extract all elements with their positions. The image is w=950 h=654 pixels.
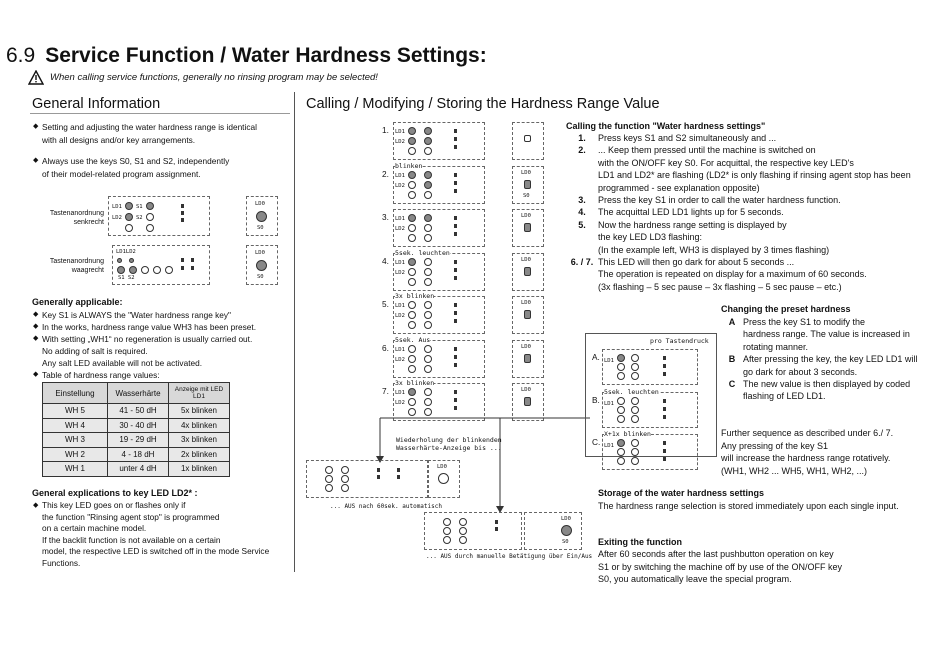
list-item: (In the example left, WH3 is displayed by 3 times flashing) — [598, 244, 830, 255]
list-item: C The new value is then displayed by coded — [728, 379, 911, 389]
step-s0-panel: LD0 S0 — [512, 166, 544, 204]
list-item: LD1 and LD2* are flashing (LD2* is only flashing if rinsing agent stop has been — [598, 170, 911, 181]
list-item: The operation is repeated on display for a maximum of 60 seconds. — [598, 269, 867, 280]
warning-text: When calling service functions, generally no rinsing program may be selected! — [50, 72, 378, 83]
table-row: WH 2 4 - 18 dH 2x blinken — [43, 447, 230, 462]
step-s0-panel: LD0 — [512, 209, 544, 247]
step-s0-panel: LD0 — [512, 340, 544, 378]
abc-panel: LD1 — [602, 349, 698, 385]
list-item: 2. ... Keep them pressed until the machine is switched on — [578, 145, 816, 156]
title-text: Service Function / Water Hardness Settings: — [45, 44, 487, 67]
list-item: flashing of LED LD1. — [743, 391, 826, 402]
list-item: B After pressing the key, the key LED LD1 will — [728, 354, 918, 365]
list-item: with the ON/OFF key S0. For acquittal, the respective key LED's — [598, 157, 854, 168]
step-panel: LD1 LD2 5sek. leuchten — [393, 253, 485, 291]
step-number: 3. — [382, 212, 389, 222]
step-number: 5. — [382, 299, 389, 309]
list-item: the key LED LD3 flashing: — [598, 232, 703, 243]
panel-horizontal: LD1LD2 S1 S2 — [112, 245, 210, 285]
storage-heading: Storage of the water hardness settings — [598, 488, 765, 498]
warning-icon — [28, 70, 44, 85]
step-s0-panel: LD0 — [512, 296, 544, 334]
storage-text: The hardness range selection is stored immediately upon each single input. — [598, 501, 899, 511]
list-item: 1. Press keys S1 and S2 simultaneously and ... — [578, 133, 777, 143]
list-item: 4. The acquittal LED LD1 lights up for 5 seconds. — [578, 207, 784, 218]
change-heading: Changing the preset hardness — [721, 304, 851, 314]
abc-panel: LD1 X+1x blinken — [602, 434, 698, 470]
list-item: 3. Press the key S1 in order to call the water hardness function. — [578, 195, 841, 205]
repeat-note: Wiederholung der blinkenden Wasserhärte-Anzeige bis ... — [396, 436, 502, 452]
abc-panel: LD1 5sek. leuchten — [602, 392, 698, 428]
table-row: WH 5 41 - 50 dH 5x blinken — [43, 404, 230, 419]
exit-heading: Exiting the function — [598, 537, 682, 547]
step-s0-panel: LD0 — [512, 383, 544, 421]
layout-vertical-label: Tastenanordnung senkrecht — [49, 210, 104, 226]
call-heading: Calling the function "Water hardness settings" — [566, 121, 766, 131]
list-item: A Press the key S1 to modify the — [728, 317, 866, 327]
step-s0-panel: LD0 — [512, 253, 544, 291]
step-panel: LD1 LD2 blinken — [393, 166, 485, 204]
list-item: rotating manner. — [743, 341, 809, 352]
panel-s0-vertical: LD0 S0 — [246, 196, 278, 236]
list-item: hardness range. The value is increased in — [743, 329, 910, 340]
exit-text: After 60 seconds after the last pushbutton operation on key S1 or by switching the machine off by use of the ON/OFF key S0, you automatically leave the special program. — [598, 549, 842, 584]
table-row: WH 3 19 - 29 dH 3x blinken — [43, 433, 230, 448]
step-s0-panel — [512, 122, 544, 160]
panel-s0-horizontal: LD0 S0 — [246, 245, 278, 285]
general-info-heading: General Information — [32, 96, 161, 112]
bullet-1: ◆ Setting and adjusting the water hardness range is identical with all designs and/or key arrangements. — [33, 122, 257, 145]
column-divider — [294, 92, 295, 572]
step-number: 2. — [382, 169, 389, 179]
manual-off-text: ... AUS durch manuelle Betätigung über Ein/Aus — [426, 553, 593, 560]
auto-off-text: ... AUS nach 60sek. automatisch — [330, 503, 442, 510]
step-number: 7. — [382, 386, 389, 396]
table-row: WH 4 30 - 40 dH 4x blinken — [43, 418, 230, 433]
step-panel: LD1 LD2 5sek. Aus — [393, 340, 485, 378]
auto-off-s0: LD0 — [428, 460, 460, 498]
panel-vertical: LD1 S1 LD2 S2 — [108, 196, 210, 236]
applicable-heading: Generally applicable: — [32, 297, 123, 307]
abc-label: A. — [592, 352, 600, 362]
list-item: 5. Now the hardness range setting is displayed by — [578, 219, 787, 230]
step-number: 6. — [382, 343, 389, 353]
step-panel: LD1 LD2 3x blinken — [393, 383, 485, 421]
page-title — [6, 44, 487, 68]
manual-off-s0: LD0 S0 — [524, 512, 582, 550]
hardness-table: Einstellung Wasserhärte Anzeige mit LED LD1 WH 5 41 - 50 dH 5x blinken WH 4 30 - 40 dH 4x blinken WH 3 19 - 29 dH 3x blinken WH 2 4 - 18 dH 2x blinken WH 1 unter 4 dH 1x blinken — [42, 382, 230, 477]
step-number: 1. — [382, 125, 389, 135]
further-text: Further sequence as described under 6./ 7. Any pressing of the key S1 will increase the hardness range rotatively. (WH1, WH2 ... WH5, WH1, WH2, ...) — [721, 428, 894, 476]
list-item: 6. / 7. This LED will then go dark for about 5 seconds ... — [570, 257, 795, 267]
ld2-text: ◆ This key LED goes on or flashes only if the function "Rinsing agent stop" is programmed on a certain machine model. If the backlit function is not available on a certain model, the respective LED is switched off in the mode Service Functions. — [33, 500, 270, 568]
layout-horizontal-label: Tastenanordnung waagrecht — [49, 258, 104, 274]
auto-off-panel — [306, 460, 428, 498]
abc-label: C. — [592, 437, 601, 447]
list-item: (3x flashing – 5 sec pause – 3x flashing – 5 sec pause – etc.) — [598, 281, 842, 292]
step-number: 4. — [382, 256, 389, 266]
step-panel: LD1 LD2 — [393, 122, 485, 160]
ld2-heading: General explications to key LED LD2* : — [32, 488, 198, 498]
list-item: go dark for about 3 seconds. — [743, 366, 858, 377]
bullet-2: ◆ Always use the keys S0, S1 and S2, independently of their model-related program assignment. — [33, 156, 230, 179]
step-panel: LD1 LD2 3x blinken — [393, 296, 485, 334]
divider — [30, 113, 290, 114]
pro-tastendruck: pro Tastendruck — [650, 337, 709, 345]
section-number: 6.9 — [6, 44, 36, 67]
table-row: WH 1 unter 4 dH 1x blinken — [43, 462, 230, 477]
applicable-list: ◆ Key S1 is ALWAYS the "Water hardness range key" ◆ In the works, hardness range value WH3 has been preset. ◆ With setting „WH1“ no regeneration is usually carried out. No adding of salt is required. Any salt LED available will not be activated. ◆ Table of hardness range values: — [33, 310, 256, 380]
list-item: programmed - see explanation opposite) — [598, 182, 760, 193]
abc-label: B. — [592, 395, 600, 405]
step-panel: LD1 LD2 — [393, 209, 485, 247]
manual-off-panel — [424, 512, 522, 550]
calling-heading: Calling / Modifying / Storing the Hardness Range Value — [306, 96, 660, 112]
